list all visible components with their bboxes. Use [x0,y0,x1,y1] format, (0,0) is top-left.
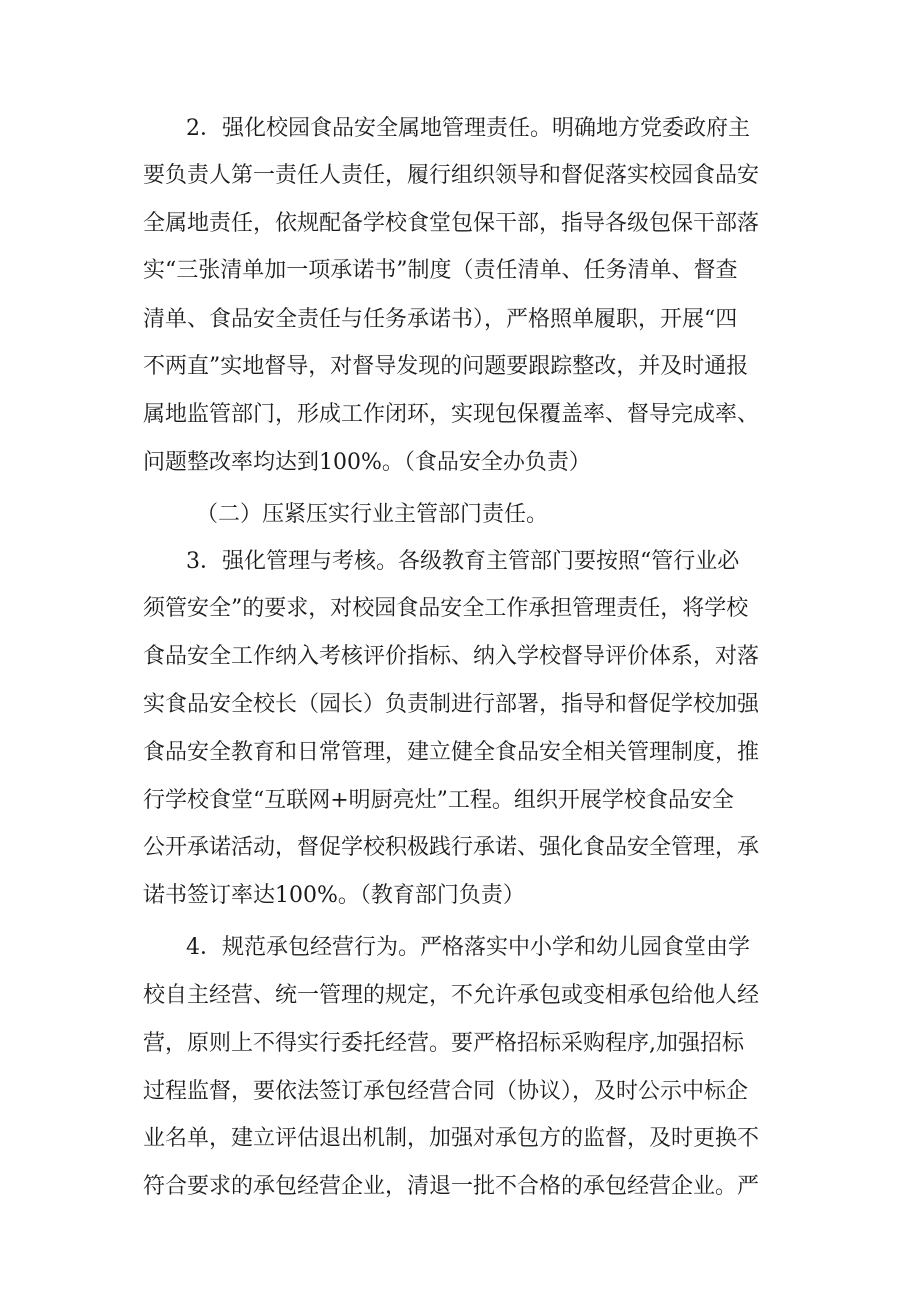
text-line [0,110,920,148]
text-line [0,1120,920,1158]
text-line [0,929,920,967]
line-text: 食品安全工作纳入考核评价指标、纳入学校督导评价体系，对落 [143,644,760,669]
line-text: 食品安全教育和日常管理，建立健全食品安全相关管理制度，推 [143,740,760,765]
text-line [0,638,920,676]
text-line [0,686,920,724]
line-text: 不两直”实地督导，对督导发现的问题要跟踪整改，并及时通报 [143,354,749,379]
text-line [0,205,920,243]
line-text: 要负责人第一责任人责任，履行组织领导和督促落实校园食品安 [143,163,760,188]
line-text: 清单、食品安全责任与任务承诺书），严格照单履职，开展“四 [143,307,738,332]
text-line [0,734,920,772]
line-text: 4．规范承包经营行为。严格落实中小学和幼儿园食堂由学 [186,935,750,960]
text-line [0,301,920,339]
text-line [0,444,920,482]
text-line [0,977,920,1015]
line-text: 诺书签订率达100%。（教育部门负责） [143,883,525,908]
line-text: 营，原则上不得实行委托经营。要严格招标采购程序,加强招标 [143,1031,744,1056]
line-text: 问题整改率均达到100%。（食品安全办负责） [143,450,591,475]
text-line [0,157,920,195]
line-text: 过程监督，要依法签订承包经营合同（协议），及时公示中标企 [143,1079,749,1104]
line-text: 校自主经营、统一管理的规定，不允许承包或变相承包给他人经 [143,983,760,1008]
line-text: 2．强化校园食品安全属地管理责任。明确地方党委政府主 [186,116,750,141]
line-text: 公开承诺活动，督促学校积极践行承诺、强化食品安全管理，承 [143,835,760,860]
line-text: 属地监管部门，形成工作闭环，实现包保覆盖率、督导完成率、 [143,402,760,427]
line-text: 须管安全”的要求，对校园食品安全工作承担管理责任，将学校 [143,596,749,621]
line-text: 实“三张清单加一项承诺书”制度（责任清单、任务清单、督查 [143,258,738,283]
line-text: 3．强化管理与考核。各级教育主管部门要按照“管行业必 [186,549,740,574]
line-text: 行学校食堂“互联网+明厨亮灶”工程。组织开展学校食品安全 [143,788,734,813]
text-line [0,396,920,434]
text-line [0,543,920,581]
line-text: 符合要求的承包经营企业，清退一批不合格的承包经营企业。严 [143,1174,760,1199]
section-heading [0,496,920,534]
text-line [0,252,920,290]
line-text: 全属地责任，依规配备学校食堂包保干部，指导各级包保干部落 [143,211,760,236]
text-line [0,877,920,915]
text-line [0,1168,920,1206]
text-line [0,590,920,628]
line-text: 实食品安全校长（园长）负责制进行部署，指导和督促学校加强 [143,692,760,717]
text-line [0,1025,920,1063]
text-line [0,829,920,867]
line-text: （二）压紧压实行业主管部门责任。 [196,502,549,527]
text-line [0,782,920,820]
text-line [0,348,920,386]
text-line [0,1073,920,1111]
line-text: 业名单，建立评估退出机制，加强对承包方的监督，及时更换不 [143,1126,760,1151]
